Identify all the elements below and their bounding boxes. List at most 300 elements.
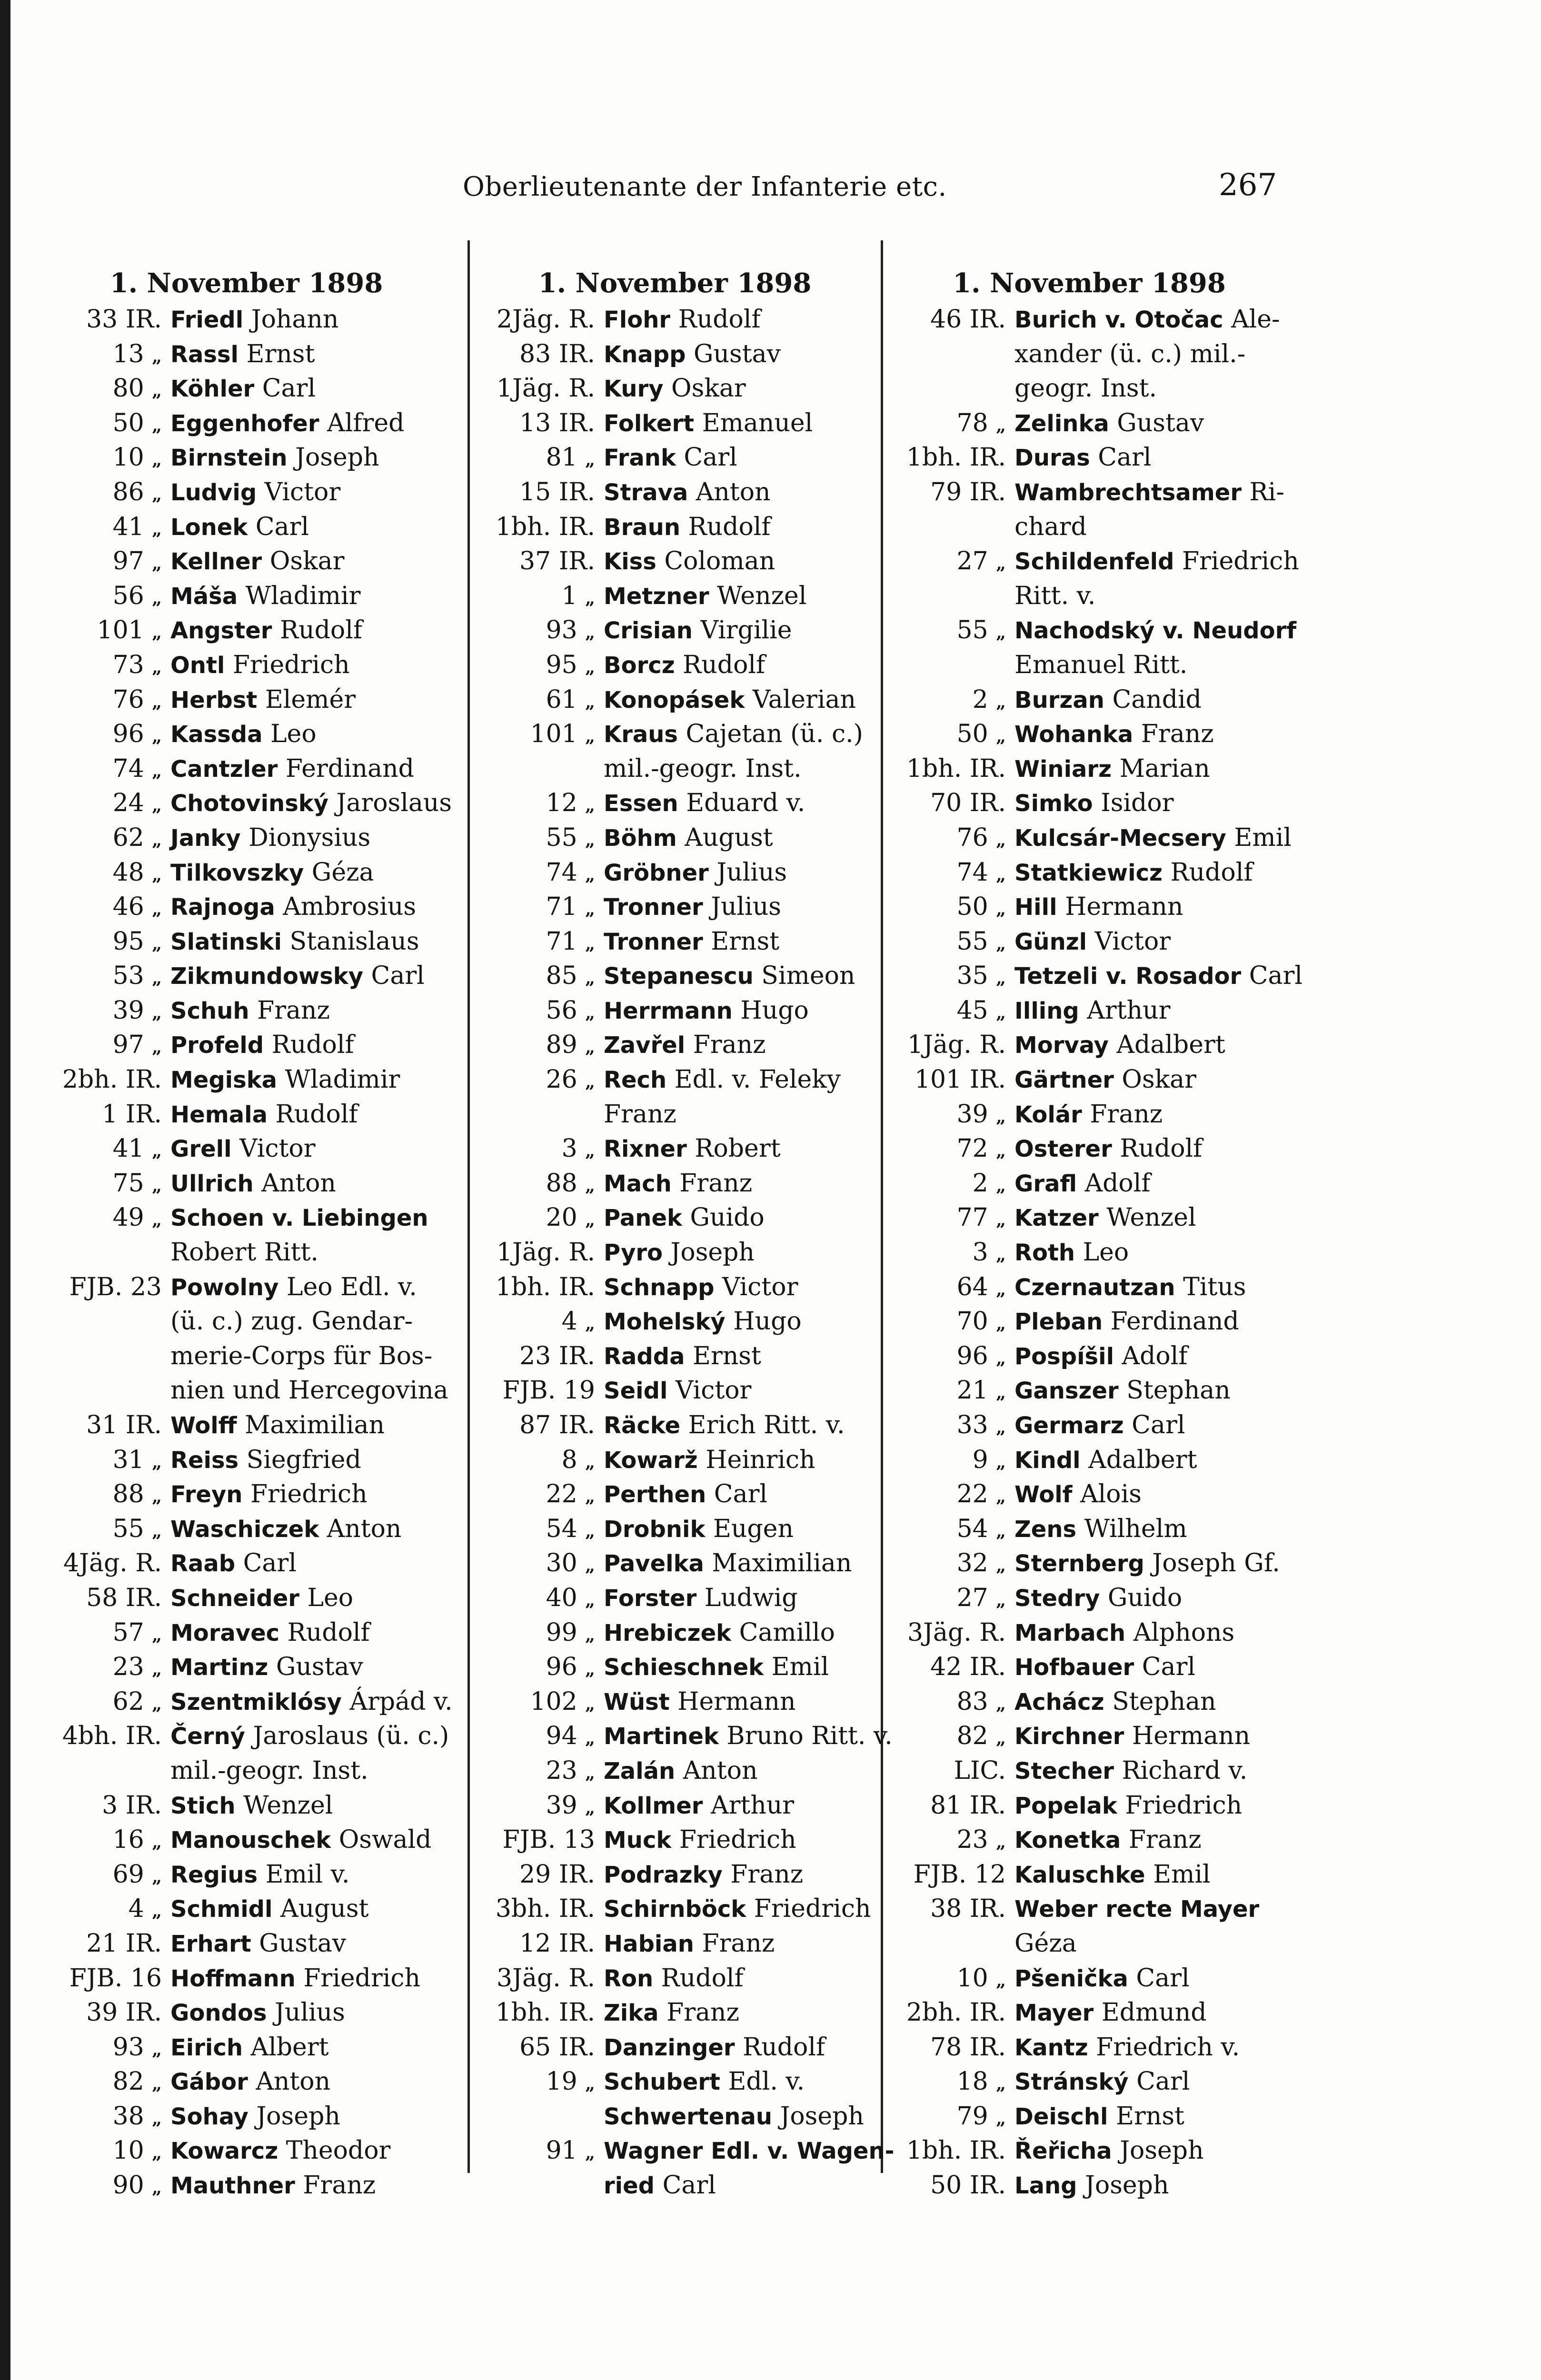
surname: ried [604, 2172, 655, 2200]
surname: Schildenfeld [1014, 548, 1174, 575]
given-name: Victor [1094, 927, 1171, 956]
unit-designation [889, 1685, 1014, 1719]
surname: Zalán [604, 1757, 676, 1785]
given-name: Emil [1153, 1860, 1211, 1889]
officer-name [604, 1028, 874, 1062]
given-name: Emanuel [702, 408, 813, 437]
unit-type: „ [585, 2143, 595, 2163]
surname: Lang [1014, 2172, 1077, 2200]
officer-name [170, 648, 459, 683]
unit-type: „ [152, 933, 162, 954]
surname: Wohanka [1014, 721, 1133, 748]
officer-entry [33, 683, 459, 717]
surname: Simko [1014, 790, 1093, 817]
unit-designation [889, 2168, 1014, 2203]
given-name: Richard v. [1122, 1756, 1248, 1785]
officer-entry [476, 717, 874, 752]
unit-number: 33 [86, 305, 118, 334]
given-name: Ambrosius [283, 892, 417, 922]
unit-designation [889, 1719, 1014, 1754]
unit-type: „ [996, 899, 1006, 920]
officer-name [1014, 2099, 1289, 2134]
surname: Kiss [604, 548, 656, 575]
given-name: Géza [1014, 1929, 1077, 1958]
surname: Essen [604, 790, 678, 817]
officer-name [170, 613, 459, 648]
officer-name [604, 648, 874, 683]
given-name: Emil [1234, 823, 1292, 852]
unit-designation [33, 959, 170, 993]
surname: Hemala [170, 1101, 268, 1128]
officer-entry [889, 683, 1289, 717]
given-name: Franz [693, 1031, 766, 1060]
unit-designation [33, 510, 170, 545]
given-name: Hugo [733, 1307, 802, 1336]
officer-entry [33, 1581, 459, 1616]
given-name: Leo [270, 720, 317, 749]
surname: Zikmundowsky [170, 963, 363, 990]
officer-name [1014, 1961, 1289, 1996]
unit-designation [476, 1373, 604, 1408]
surname: Crisian [604, 617, 693, 645]
unit-number: 58 [86, 1583, 118, 1612]
unit-designation [33, 1788, 170, 1823]
unit-type: „ [996, 1141, 1006, 1161]
unit-designation [476, 613, 604, 648]
officer-entry [476, 1685, 874, 1719]
officer-entry [33, 924, 459, 959]
officer-entry [33, 1892, 459, 1926]
given-name: Ale- [1231, 305, 1280, 334]
unit-type: „ [152, 2039, 162, 2060]
unit-designation [889, 1823, 1014, 1857]
surname: Marbach [1014, 1619, 1126, 1646]
unit-type: IR. [969, 754, 1006, 783]
officer-entry [33, 1373, 459, 1408]
unit-number: 83 [519, 339, 551, 368]
officer-name [170, 1166, 459, 1201]
officer-name [1014, 406, 1289, 441]
given-name: Julius [711, 892, 781, 922]
unit-designation [476, 1028, 604, 1062]
unit-number: 74 [112, 754, 144, 783]
given-name: Carl [255, 512, 309, 541]
officer-entry [33, 1685, 459, 1719]
unit-number: 24 [112, 789, 144, 818]
officer-entry [889, 337, 1289, 372]
unit-number: 89 [546, 1031, 577, 1060]
unit-type: IR. [125, 1065, 162, 1094]
given-name: xander (ü. c.) mil.- [1014, 339, 1246, 368]
unit-number: 21 [956, 1376, 988, 1405]
given-name: Cajetan (ü. c.) [686, 720, 863, 749]
officer-entry [889, 1028, 1289, 1062]
surname: Moravec [170, 1619, 280, 1646]
officer-entry [889, 1581, 1289, 1616]
given-name: (ü. c.) zug. Gendar- [170, 1307, 413, 1336]
unit-type: „ [996, 1383, 1006, 1403]
officer-entry [33, 1616, 459, 1650]
given-name: Hermann [1132, 1722, 1251, 1751]
unit-type: „ [585, 726, 595, 747]
officer-name [170, 1235, 459, 1270]
officer-entry [476, 1443, 874, 1478]
unit-type: IR. [125, 305, 162, 334]
given-name: Victor [722, 1272, 798, 1301]
officer-entry [33, 1546, 459, 1581]
officer-entry [889, 579, 1289, 614]
unit-designation [476, 371, 604, 406]
unit-number: 39 [546, 1791, 577, 1820]
surname: Reiss [170, 1447, 239, 1474]
given-name: Heinrich [706, 1445, 815, 1474]
surname: Schneider [170, 1585, 299, 1612]
given-name: Virgilie [700, 616, 792, 645]
unit-type: „ [152, 1037, 162, 1058]
surname: Drobnik [604, 1516, 706, 1543]
surname: Angster [170, 617, 272, 645]
given-name: Carl [1098, 443, 1152, 472]
officer-name [170, 371, 459, 406]
column-left [33, 264, 459, 2203]
unit-designation [889, 786, 1014, 821]
officer-name [1014, 2030, 1289, 2065]
officer-name [1014, 683, 1289, 717]
unit-number: 2bh. [906, 1998, 962, 2027]
officer-entry [476, 752, 874, 786]
unit-designation [33, 1339, 170, 1374]
officer-name [604, 924, 874, 959]
given-name: Rudolf [1120, 1134, 1203, 1163]
unit-type: „ [152, 2108, 162, 2129]
unit-type: „ [152, 1832, 162, 1853]
officer-entry [889, 1512, 1289, 1547]
unit-number: 32 [956, 1549, 988, 1578]
unit-designation [33, 1650, 170, 1685]
officer-name [604, 821, 874, 855]
unit-type: „ [585, 933, 595, 954]
unit-type: „ [152, 623, 162, 643]
unit-type: IR. [125, 1583, 162, 1612]
unit-designation [476, 1685, 604, 1719]
surname: Wagner Edl. v. Wagen- [604, 2138, 895, 2165]
unit-designation [33, 1685, 170, 1719]
officer-name [170, 855, 459, 890]
unit-type: „ [152, 2074, 162, 2094]
unit-designation [33, 717, 170, 752]
surname: Kraus [604, 721, 678, 748]
officer-entry [476, 1235, 874, 1270]
officer-entry [476, 1995, 874, 2030]
unit-designation [476, 1650, 604, 1685]
surname: Wüst [604, 1688, 670, 1716]
officer-name [604, 1823, 874, 1857]
unit-designation [33, 544, 170, 579]
officer-name [1014, 1235, 1289, 1270]
unit-type: „ [996, 830, 1006, 850]
unit-designation [889, 2099, 1014, 2134]
unit-type: „ [152, 1694, 162, 1714]
unit-number: 55 [546, 823, 577, 852]
officer-name [604, 855, 874, 890]
unit-type: „ [152, 830, 162, 850]
unit-number: 23 [546, 1756, 577, 1785]
given-name: Ernst [246, 339, 315, 368]
unit-number: 54 [546, 1514, 577, 1543]
given-name: Joseph [780, 2102, 864, 2131]
unit-number: 2 [972, 1169, 988, 1198]
given-name: Gustav [259, 1929, 347, 1958]
given-name: Rudolf [661, 1964, 744, 1993]
surname: Räcke [604, 1412, 680, 1439]
officer-name [170, 1546, 459, 1581]
unit-number: 2bh. [62, 1065, 118, 1094]
officer-name [604, 1961, 874, 1996]
surname: Ganszer [1014, 1378, 1119, 1405]
unit-number: 97 [112, 547, 144, 576]
officer-entry [476, 613, 874, 648]
officer-entry [889, 2030, 1289, 2065]
unit-number: 12 [546, 789, 577, 818]
unit-type: IR. [125, 1791, 162, 1820]
surname: Knapp [604, 341, 686, 368]
unit-designation [889, 2030, 1014, 2065]
unit-number: 13 [519, 408, 551, 437]
unit-type: „ [152, 484, 162, 505]
surname: Rajnoga [170, 894, 275, 921]
unit-type: „ [996, 1245, 1006, 1265]
unit-type: „ [585, 1556, 595, 1576]
officer-name [604, 510, 874, 545]
officer-name [1014, 1892, 1289, 1926]
officer-name [170, 302, 459, 337]
officer-name [170, 406, 459, 441]
officer-entry [476, 1512, 874, 1547]
unit-designation [889, 1166, 1014, 1201]
unit-type: 19 [563, 1376, 595, 1405]
officer-entry [33, 1961, 459, 1996]
unit-designation [476, 440, 604, 475]
unit-type: „ [585, 1175, 595, 1196]
officer-name [604, 1339, 874, 1374]
unit-designation [33, 1995, 170, 2030]
unit-designation [889, 337, 1014, 372]
surname: Mach [604, 1170, 672, 1197]
officer-entry [476, 1477, 874, 1512]
given-name: Carl [1142, 1653, 1195, 1682]
officer-name [604, 1477, 874, 1512]
surname: Duras [1014, 445, 1090, 472]
unit-number: 62 [112, 1687, 144, 1716]
unit-type: „ [152, 657, 162, 677]
officer-entry [476, 1339, 874, 1374]
unit-type: „ [996, 1175, 1006, 1196]
officer-name [170, 786, 459, 821]
unit-type: „ [996, 2074, 1006, 2094]
unit-designation [889, 510, 1014, 545]
unit-designation [476, 544, 604, 579]
officer-entry [889, 1857, 1289, 1892]
surname: Ludvig [170, 479, 257, 506]
officer-name [604, 993, 874, 1028]
officer-name [604, 1788, 874, 1823]
officer-entry [889, 1339, 1289, 1374]
officer-name [170, 1339, 459, 1374]
unit-type: IR. [558, 477, 595, 506]
given-name: Carl [662, 2171, 716, 2200]
officer-name [1014, 1131, 1289, 1166]
given-name: Rudolf [287, 1618, 370, 1647]
officer-name [604, 1270, 874, 1305]
unit-designation [33, 648, 170, 683]
column-rule [881, 240, 883, 2173]
unit-type: „ [585, 1694, 595, 1714]
given-name: Titus [1183, 1272, 1246, 1301]
unit-number: 101 [914, 1065, 962, 1094]
given-name: Gustav [276, 1653, 363, 1682]
surname: Chotovinský [170, 790, 328, 817]
officer-entry [476, 1097, 874, 1132]
given-name: Franz [1128, 1825, 1202, 1854]
surname: Metzner [604, 583, 709, 610]
unit-designation [476, 2099, 604, 2134]
unit-number: 41 [112, 1134, 144, 1163]
officer-name [170, 1304, 459, 1339]
page-binding-edge [0, 0, 10, 2380]
given-name: Wilhelm [1084, 1514, 1187, 1543]
officer-entry [33, 1166, 459, 1201]
unit-type: „ [585, 1625, 595, 1645]
officer-entry [476, 406, 874, 441]
surname: Sohay [170, 2103, 249, 2130]
given-name: Victor [239, 1134, 316, 1163]
unit-type: IR. [969, 2171, 1006, 2200]
unit-type: „ [585, 1002, 595, 1023]
given-name: Valerian [752, 685, 856, 714]
officer-name [170, 717, 459, 752]
unit-number: 88 [112, 1480, 144, 1509]
unit-number: 1Jäg. [907, 1031, 972, 1060]
officer-entry [33, 1926, 459, 1961]
column-middle [476, 264, 895, 2203]
officer-entry [476, 683, 874, 717]
unit-number: 96 [546, 1653, 577, 1682]
unit-type: IR. [558, 1272, 595, 1301]
unit-type: IR. [558, 1411, 595, 1439]
surname: Tetzeli v. Rosador [1014, 963, 1242, 990]
unit-type: „ [152, 795, 162, 816]
unit-number: 57 [112, 1618, 144, 1647]
officer-entry [889, 510, 1289, 545]
unit-designation [476, 2030, 604, 2065]
unit-designation [889, 371, 1014, 406]
unit-type: „ [996, 1314, 1006, 1334]
unit-number: 50 [956, 720, 988, 749]
officer-name [1014, 613, 1296, 648]
unit-number: 4 [561, 1307, 577, 1336]
officer-entry [476, 821, 874, 855]
column-heading: 1. November 1898 [953, 268, 1226, 299]
given-name: Friedrich [232, 650, 350, 679]
unit-type: „ [585, 1797, 595, 1818]
officer-name [170, 1857, 459, 1892]
officer-entry [889, 993, 1289, 1028]
officer-entry [889, 1235, 1289, 1270]
officer-name [170, 752, 459, 786]
officer-name [170, 2168, 459, 2203]
surname: Grell [170, 1136, 232, 1163]
unit-type: „ [152, 554, 162, 574]
officer-name [604, 1443, 874, 1478]
officer-entry [476, 648, 874, 683]
officer-entry [33, 1788, 459, 1823]
given-name: Franz [1141, 720, 1214, 749]
unit-designation [33, 1166, 170, 1201]
surname: Freyn [170, 1481, 243, 1508]
unit-designation [889, 1995, 1014, 2030]
unit-number: FJB. [69, 1272, 123, 1301]
unit-designation [33, 1892, 170, 1926]
officer-name [604, 337, 874, 372]
given-name: Franz [257, 996, 330, 1025]
unit-number: 81 [930, 1791, 962, 1820]
officer-name [1014, 1028, 1289, 1062]
unit-designation [33, 1961, 170, 1996]
officer-name [604, 2133, 895, 2168]
given-name: Oskar [269, 547, 345, 576]
officer-entry [33, 786, 459, 821]
officer-entry [476, 890, 874, 924]
unit-number: 96 [956, 1341, 988, 1370]
officer-name [1014, 1062, 1289, 1097]
unit-designation [889, 993, 1014, 1028]
surname: Schirnböck [604, 1896, 746, 1923]
officer-name [1014, 752, 1289, 786]
officer-entry [889, 924, 1289, 959]
unit-number: 1bh. [906, 443, 962, 472]
surname: Janky [170, 824, 241, 852]
unit-type: „ [585, 1141, 595, 1161]
unit-designation [33, 613, 170, 648]
surname: Muck [604, 1827, 672, 1854]
unit-designation [889, 1028, 1014, 1062]
officer-name [170, 1823, 459, 1857]
given-name: Joseph [670, 1238, 755, 1267]
given-name: Robert [695, 1134, 781, 1163]
unit-type: „ [152, 2143, 162, 2163]
unit-number: 1bh. [495, 1998, 551, 2027]
unit-type: „ [152, 1659, 162, 1680]
unit-designation [33, 1857, 170, 1892]
unit-number: 82 [112, 2067, 144, 2096]
surname: Perthen [604, 1481, 706, 1508]
surname: Eggenhofer [170, 410, 319, 437]
unit-number: 101 [530, 720, 577, 749]
unit-designation [889, 1616, 1014, 1650]
unit-designation [33, 1270, 170, 1305]
given-name: Franz [1090, 1100, 1163, 1129]
surname: Martinek [604, 1723, 719, 1750]
given-name: Maximilian [245, 1411, 385, 1439]
given-name: Leo [1083, 1238, 1129, 1267]
officer-name [170, 1926, 459, 1961]
unit-type: IR. [969, 1894, 1006, 1924]
officer-entry [889, 1892, 1289, 1926]
officer-name [1014, 1754, 1289, 1788]
unit-designation [476, 1581, 604, 1616]
surname: Wolff [170, 1412, 237, 1439]
surname: Günzl [1014, 928, 1087, 955]
